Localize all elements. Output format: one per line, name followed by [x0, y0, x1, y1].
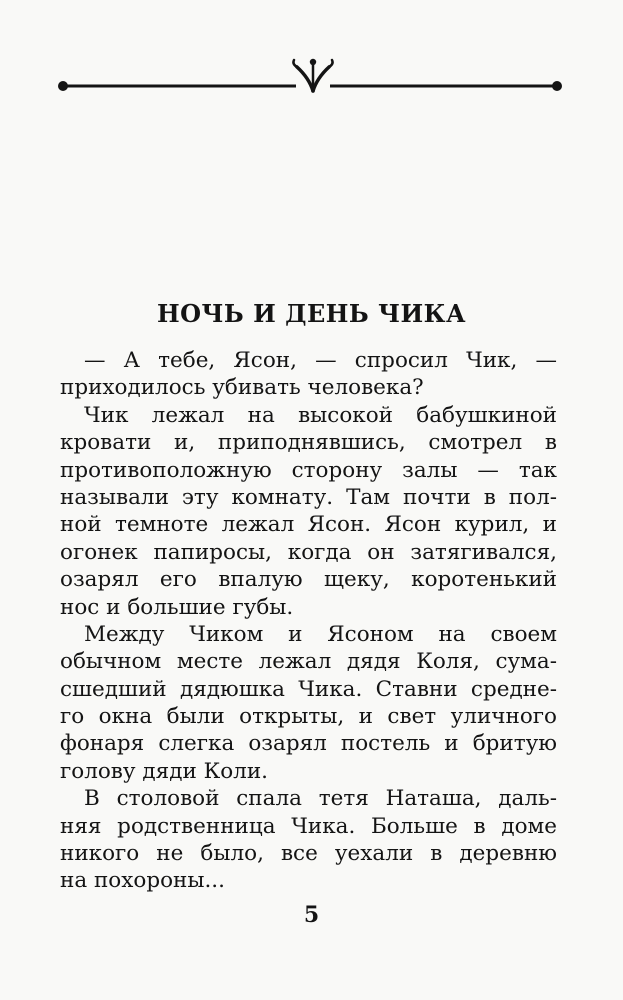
- paragraph: [60, 785, 557, 895]
- paragraph: [60, 621, 557, 785]
- text-line: — А тебе, Ясон, — спросил Чик, —: [84, 348, 557, 373]
- text-line: обычном месте лежал дядя Коля, сума-: [60, 649, 557, 675]
- text-line: огонек папиросы, когда он затягивался,: [60, 539, 557, 565]
- text-line: противоположную сторону залы — так: [60, 457, 557, 483]
- text-line: Чик лежал на высокой бабушкиной: [84, 402, 557, 428]
- text-line: никого не было, все уехали в деревню: [60, 841, 557, 867]
- text-line: ной темноте лежал Ясон. Ясон курил, и: [60, 512, 557, 538]
- ornament-end-dot-left: [58, 81, 68, 91]
- text-line: голову дяди Коли.: [60, 758, 269, 784]
- text-line: В столовой спала тетя Наташа, даль-: [84, 786, 557, 812]
- text-line: нос и большие губы.: [60, 594, 294, 620]
- text-line: го окна были открыты, и свет уличного: [60, 704, 557, 730]
- text-line: фонаря слегка озарял постель и бритую: [60, 731, 557, 757]
- text-line: называли эту комнату. Там почти в пол-: [60, 484, 557, 510]
- text-line: приходилось убивать человека?: [60, 375, 424, 401]
- chapter-ornament: [0, 0, 623, 120]
- text-line: озарял его впалую щеку, коротенький: [60, 567, 557, 593]
- text-line: Между Чиком и Ясоном на своем: [84, 621, 557, 647]
- ornament-end-dot-right: [552, 81, 562, 91]
- text-line: на похороны...: [60, 868, 225, 894]
- text-line: сшедший дядюшка Чика. Ставни средне-: [60, 676, 557, 702]
- chapter-title: НОЧЬ И ДЕНЬ ЧИКА: [156, 299, 467, 328]
- page-number: 5: [303, 902, 320, 928]
- sprout-flourish-icon: [293, 59, 332, 91]
- body-text: [60, 347, 557, 895]
- text-line: няя родственница Чика. Больше в доме: [60, 813, 557, 839]
- paragraph: [60, 347, 557, 402]
- text-line: кровати и, приподнявшись, смотрел в: [60, 430, 557, 456]
- paragraph: [60, 402, 557, 621]
